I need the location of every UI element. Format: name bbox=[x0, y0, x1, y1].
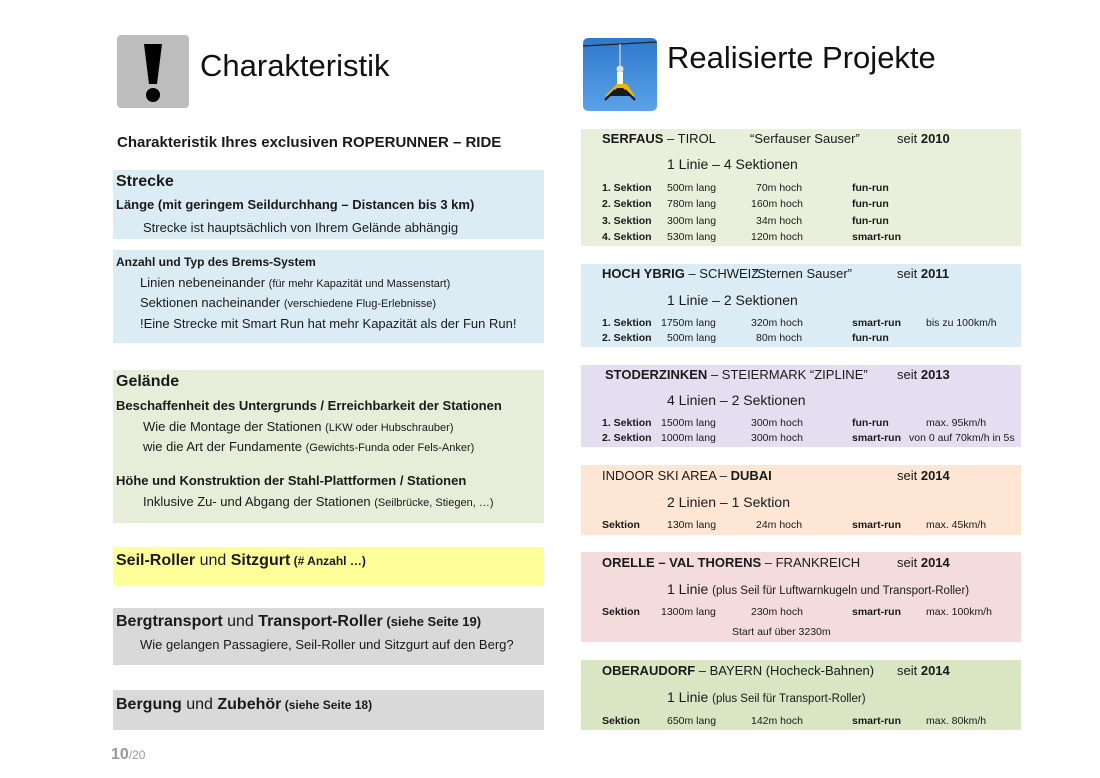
gelaende-heading: Gelände bbox=[116, 373, 180, 390]
gelaende-line4: Höhe und Konstruktion der Stahl-Plattformen / Stationen bbox=[116, 473, 467, 488]
strecke-line1: Länge (mit geringem Seildurchhang – Distancen bis 3 km) bbox=[116, 197, 475, 212]
project-summary: 4 Linien – 2 Sektionen bbox=[667, 392, 806, 408]
project-title: ORELLE – VAL THORENS – FRANKREICH bbox=[602, 555, 861, 570]
bergtransport-line: Bergtransport und Transport-Roller (siehe Seite 19) bbox=[116, 613, 482, 630]
project-serfaus: SERFAUS – TIROL “Serfauser Sauser” seit 2010 1 Linie – 4 Sektionen 1. Sektion 500m lang 70m hoch fun-run 2. Sektion 780m lang 160m hoch fun-run 3. Sektion 300m lang 34m hoch fun-run 4. Sektion 530m lang 120m hoch smart-run bbox=[581, 129, 1021, 246]
project-orelle: ORELLE – VAL THORENS – FRANKREICH seit 2014 1 Linie (plus Seil für Luftwarnkugeln und Transport-Roller) Sektion 1300m lang 230m hoch smart-run max. 100km/h Start auf über 3230m bbox=[581, 552, 1021, 642]
bergtransport-line2: Wie gelangen Passagiere, Seil-Roller und Sitzgurt auf den Berg? bbox=[140, 637, 514, 652]
section-title-charakteristik: Charakteristik bbox=[200, 48, 390, 83]
subtitle: Charakteristik Ihres exclusiven ROPERUNNER – RIDE bbox=[117, 134, 502, 151]
project-summary: 1 Linie – 2 Sektionen bbox=[667, 292, 798, 308]
gelaende-box bbox=[113, 370, 544, 523]
project-year: seit 2011 bbox=[897, 266, 950, 281]
zipline-photo-icon bbox=[583, 38, 657, 111]
project-summary: 1 Linie (plus Seil für Luftwarnkugeln und Transport-Roller) bbox=[667, 581, 970, 597]
project-year: seit 2014 bbox=[897, 663, 950, 678]
project-summary: 1 Linie – 4 Sektionen bbox=[667, 156, 798, 172]
seil-roller-box bbox=[113, 547, 544, 585]
project-dubai: INDOOR SKI AREA – DUBAI seit 2014 2 Linien – 1 Sektion Sektion 130m lang 24m hoch smart-run max. 45km/h bbox=[581, 465, 1021, 535]
page-number: 10/20 bbox=[111, 746, 146, 763]
gelaende-line1: Beschaffenheit des Untergrunds / Erreichbarkeit der Stationen bbox=[116, 398, 502, 413]
project-title: OBERAUDORF – BAYERN (Hocheck-Bahnen) bbox=[602, 663, 875, 678]
project-title: HOCH YBRIG – SCHWEIZ bbox=[602, 266, 760, 281]
project-stoderzinken: STODERZINKEN – STEIERMARK “ZIPLINE” seit 2013 4 Linien – 2 Sektionen 1. Sektion 1500m lang 300m hoch fun-run max. 95km/h 2. Sektion 1000m lang 300m hoch smart-run von 0 auf 70km/h in 5s bbox=[581, 365, 1021, 447]
project-hoch-ybrig: HOCH YBRIG – SCHWEIZ “Sternen Sauser” seit 2011 1 Linie – 2 Sektionen 1. Sektion 1750m lang 320m hoch smart-run bis zu 100km/h 2. Sektion 500m lang 80m hoch fun-run bbox=[581, 264, 1021, 347]
brems-heading: Anzahl und Typ des Brems-System bbox=[116, 255, 316, 269]
seil-roller-line: Seil-Roller und Sitzgurt (# Anzahl …) bbox=[116, 552, 366, 569]
gelaende-line3: wie die Art der Fundamente (Gewichts-Funda oder Fels-Anker) bbox=[143, 439, 475, 454]
gelaende-line2: Wie die Montage der Stationen (LKW oder Hubschrauber) bbox=[143, 419, 454, 434]
project-oberaudorf: OBERAUDORF – BAYERN (Hocheck-Bahnen) seit 2014 1 Linie (plus Seil für Transport-Roller) Sektion 650m lang 142m hoch smart-run max. 80km/h bbox=[581, 660, 1021, 730]
brems-line3: !Eine Strecke mit Smart Run hat mehr Kapazität als der Fun Run! bbox=[140, 316, 517, 331]
gelaende-line5: Inklusive Zu- und Abgang der Stationen (Seilbrücke, Stiegen, …) bbox=[143, 494, 494, 509]
section-title-projekte: Realisierte Projekte bbox=[667, 40, 936, 75]
exclamation-icon bbox=[117, 35, 189, 108]
project-year: seit 2014 bbox=[897, 555, 950, 570]
project-title: STODERZINKEN – STEIERMARK “ZIPLINE” bbox=[605, 367, 868, 382]
bergung-line: Bergung und Zubehör (siehe Seite 18) bbox=[116, 696, 373, 713]
brems-line1: Linien nebeneinander (für mehr Kapazität und Massenstart) bbox=[140, 275, 451, 290]
project-summary: 1 Linie (plus Seil für Transport-Roller) bbox=[667, 689, 866, 705]
project-title: SERFAUS – TIROL bbox=[602, 131, 716, 146]
project-ride: “Serfauser Sauser” bbox=[750, 131, 860, 146]
bergung-box bbox=[113, 690, 544, 730]
strecke-box bbox=[113, 170, 544, 239]
project-summary: 2 Linien – 1 Sektion bbox=[667, 494, 790, 510]
strecke-heading: Strecke bbox=[116, 173, 174, 190]
brems-box bbox=[113, 250, 544, 343]
project-year: seit 2010 bbox=[897, 131, 950, 146]
project-year: seit 2014 bbox=[897, 468, 950, 483]
strecke-line2: Strecke ist hauptsächlich von Ihrem Gelände abhängig bbox=[143, 220, 459, 235]
project-year: seit 2013 bbox=[897, 367, 950, 382]
project-note: Start auf über 3230m bbox=[732, 626, 831, 638]
bergtransport-box bbox=[113, 608, 544, 665]
project-ride: “Sternen Sauser” bbox=[753, 266, 852, 281]
project-title: INDOOR SKI AREA – DUBAI bbox=[602, 468, 772, 483]
brems-line2: Sektionen nacheinander (verschiedene Flug-Erlebnisse) bbox=[140, 295, 437, 310]
